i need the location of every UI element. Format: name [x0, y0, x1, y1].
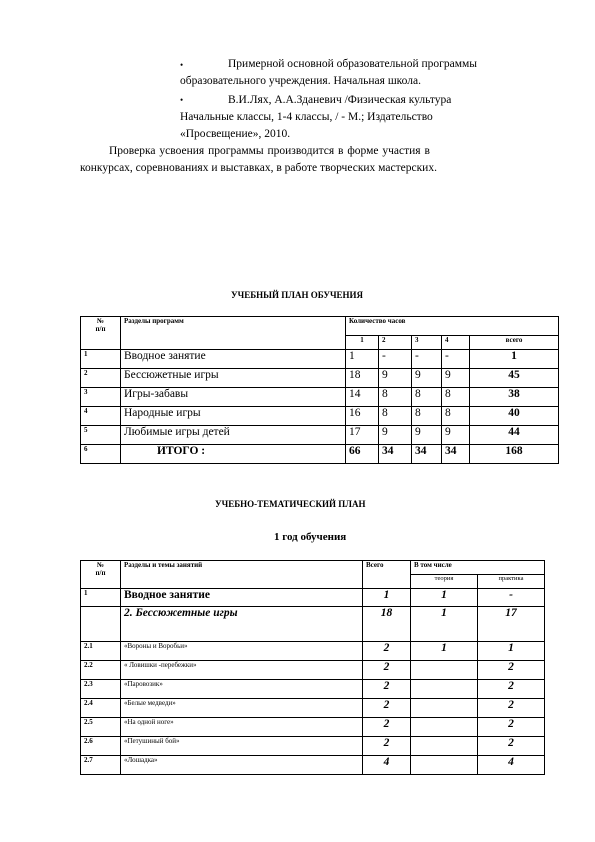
bullet1-text-line2: образовательного учреждения. Начальная школа. [180, 75, 421, 87]
table-row [81, 661, 545, 680]
plan-header-num [81, 317, 121, 350]
row-name: Игры-забавы [121, 388, 346, 407]
row-practice: 1 [478, 642, 545, 661]
thematic-header-theory: теория [411, 575, 478, 589]
row-practice: 2 [478, 661, 545, 680]
row-year4: - [442, 350, 470, 369]
row-total: 1 [470, 350, 559, 369]
row-total: 38 [470, 388, 559, 407]
row-year2: 34 [379, 445, 412, 464]
row-year2: - [379, 350, 412, 369]
num-label-2: п/п [95, 325, 106, 333]
row-num: 2.2 [81, 661, 121, 680]
row-year3: 8 [412, 407, 442, 426]
row-practice: - [478, 589, 545, 607]
row-num: 3 [81, 388, 121, 407]
row-theory [411, 699, 478, 718]
row-year4: 8 [442, 388, 470, 407]
row-total: 2 [363, 642, 411, 661]
plan-header-year1: 1 [346, 336, 379, 350]
table-row [81, 737, 545, 756]
row-year2: 8 [379, 407, 412, 426]
bullet1-text-line1: Примерной основной образовательной программы [228, 58, 478, 70]
bullet-marker: • [180, 60, 184, 70]
plan-header-year2: 2 [379, 336, 412, 350]
row-total: 2 [363, 680, 411, 699]
row-theory [411, 756, 478, 775]
table-row [81, 369, 559, 388]
table-row [81, 350, 559, 369]
row-practice: 2 [478, 699, 545, 718]
row-year1: 66 [346, 445, 379, 464]
row-year2: 8 [379, 388, 412, 407]
table-row [81, 680, 545, 699]
table-row [81, 426, 559, 445]
table-row [81, 642, 545, 661]
row-num: 2 [81, 369, 121, 388]
row-theory [411, 718, 478, 737]
row-num [81, 607, 121, 642]
paragraph-line2: конкурсах, соревнованиях и выставках, в работе творческих мастерских. [80, 162, 437, 174]
row-theory [411, 680, 478, 699]
row-name: Вводное занятие [121, 350, 346, 369]
plan-title: УЧЕБНЫЙ ПЛАН ОБУЧЕНИЯ [231, 290, 364, 300]
row-practice: 2 [478, 718, 545, 737]
row-num: 4 [81, 407, 121, 426]
table-row [81, 407, 559, 426]
row-year4: 34 [442, 445, 470, 464]
row-year2: 9 [379, 369, 412, 388]
row-theory: 1 [411, 642, 478, 661]
row-practice: 4 [478, 756, 545, 775]
bullet2-text-line2: Начальные классы, 1-4 классы, / - М.; Издательство [180, 111, 433, 123]
thematic-header-total: Всего [363, 561, 411, 589]
row-num: 5 [81, 426, 121, 445]
table-row-total [81, 445, 559, 464]
row-total: 1 [363, 589, 411, 607]
study-plan-table [80, 316, 559, 464]
row-name: Народные игры [121, 407, 346, 426]
row-total: 40 [470, 407, 559, 426]
num-label: № [96, 561, 105, 569]
row-name: Бессюжетные игры [121, 369, 346, 388]
plan-header-row [81, 317, 559, 336]
row-num: 2.3 [81, 680, 121, 699]
row-num: 1 [81, 589, 121, 607]
row-total: 18 [363, 607, 411, 642]
row-total: 2 [363, 661, 411, 680]
row-practice: 2 [478, 680, 545, 699]
thematic-header-practice: практика [478, 575, 545, 589]
thematic-subtitle: 1 год обучения [274, 531, 347, 543]
row-practice: 2 [478, 737, 545, 756]
row-total: 45 [470, 369, 559, 388]
bullet2-text-line1: В.И.Лях, А.А.Зданевич /Физическая культура [228, 94, 452, 106]
row-year1: 16 [346, 407, 379, 426]
paragraph-line1: Проверка усвоения программы производится в форме участия в [109, 145, 430, 157]
row-num: 6 [81, 445, 121, 464]
row-year3: 9 [412, 369, 442, 388]
row-name: «Паровозик» [121, 680, 363, 699]
row-total: 4 [363, 756, 411, 775]
row-num: 2.4 [81, 699, 121, 718]
table-row [81, 607, 545, 642]
row-year4: 9 [442, 369, 470, 388]
row-name: «Петушиный бой» [121, 737, 363, 756]
row-num: 1 [81, 350, 121, 369]
plan-header-total: всего [470, 336, 559, 350]
row-name: 2. Бессюжетные игры [121, 607, 363, 642]
plan-header-year3: 3 [412, 336, 442, 350]
row-name: Вводное занятие [121, 589, 363, 607]
thematic-header-num [81, 561, 121, 589]
table-row [81, 718, 545, 737]
row-year4: 9 [442, 426, 470, 445]
thematic-header-incl: В том числе [411, 561, 545, 575]
row-name: «Вороны и Воробьи» [121, 642, 363, 661]
row-name: «Лошадка» [121, 756, 363, 775]
table-row [81, 589, 545, 607]
bullet-marker: • [180, 95, 184, 105]
row-year3: 9 [412, 426, 442, 445]
plan-header-year4: 4 [442, 336, 470, 350]
row-practice: 17 [478, 607, 545, 642]
row-num: 2.6 [81, 737, 121, 756]
row-year2: 9 [379, 426, 412, 445]
thematic-title: УЧЕБНО-ТЕМАТИЧЕСКИЙ ПЛАН [215, 499, 366, 509]
row-total: 2 [363, 718, 411, 737]
plan-header-hours: Количество часов [346, 317, 559, 336]
row-year1: 17 [346, 426, 379, 445]
row-theory [411, 737, 478, 756]
row-year1: 1 [346, 350, 379, 369]
row-total: 2 [363, 737, 411, 756]
row-num: 2.1 [81, 642, 121, 661]
row-theory [411, 661, 478, 680]
bullet2-text-line3: «Просвещение», 2010. [180, 128, 291, 140]
num-label-2: п/п [95, 569, 106, 577]
row-total: 2 [363, 699, 411, 718]
row-name: Любимые игры детей [121, 426, 346, 445]
row-theory: 1 [411, 589, 478, 607]
table-row [81, 699, 545, 718]
plan-header-sections: Разделы программ [121, 317, 346, 350]
row-year3: - [412, 350, 442, 369]
table-row [81, 388, 559, 407]
row-name: «Белые медведи» [121, 699, 363, 718]
thematic-header-row [81, 561, 545, 575]
thematic-header-sections: Разделы и темы занятий [121, 561, 363, 589]
row-theory: 1 [411, 607, 478, 642]
row-name: «На одной ноге» [121, 718, 363, 737]
row-year1: 14 [346, 388, 379, 407]
row-total: 168 [470, 445, 559, 464]
row-total: 44 [470, 426, 559, 445]
row-year4: 8 [442, 407, 470, 426]
row-year3: 34 [412, 445, 442, 464]
thematic-plan-table [80, 560, 545, 775]
num-label: № [96, 317, 105, 325]
row-year3: 8 [412, 388, 442, 407]
row-name: « Ловишки -перебежки» [121, 661, 363, 680]
row-num: 2.5 [81, 718, 121, 737]
row-year1: 18 [346, 369, 379, 388]
table-row [81, 756, 545, 775]
row-num: 2.7 [81, 756, 121, 775]
row-name: ИТОГО : [121, 445, 346, 464]
